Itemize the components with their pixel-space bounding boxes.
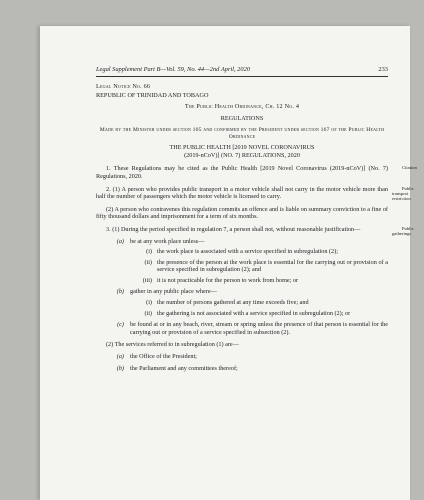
item-b-text: gather in any public place where—	[130, 288, 217, 296]
item-a-ii-label: (ii)	[144, 258, 152, 266]
item-a-i	[96, 248, 388, 256]
item-c	[96, 321, 388, 336]
paragraph-2-1-text: 2. (1) A person who provides public transport in a motor vehicle shall not carry in the motor vehicle more than half the number of passengers which the motor vehicle is licensed to carry.	[96, 185, 388, 201]
service-b-text: the Parliament and any committees thereof;	[130, 364, 238, 372]
item-a-text: be at any work place unless—	[130, 237, 205, 245]
running-header	[96, 66, 388, 77]
item-a-i-text: the work place is associated with a service specified in subregulation (2);	[157, 248, 338, 256]
regulations-heading: REGULATIONS	[220, 115, 264, 123]
page-number: 233	[378, 66, 388, 73]
service-a-text: the Office of the President;	[130, 353, 197, 361]
item-b-ii	[96, 310, 388, 318]
service-a-label: (a)	[116, 353, 124, 361]
ordinance-heading: The Public Health Ordinance, Ch. 12 No. 4	[184, 102, 300, 110]
paragraph-3-1-text: 3. (1) During the period specified in regulation 7, a person shall not, without reasonable justification—	[106, 225, 361, 233]
item-a	[96, 238, 388, 246]
margin-note-citation: Citation	[402, 165, 417, 171]
item-a-iii-label: (iii)	[142, 276, 152, 284]
margin-note-gatherings: Public gatherings	[392, 225, 414, 236]
paragraph-3-2-text: (2) The services referred to in subregulation (1) are—	[106, 341, 239, 349]
item-a-label: (a)	[116, 237, 124, 245]
item-a-ii	[96, 259, 388, 274]
item-b	[96, 288, 388, 296]
item-b-ii-label: (ii)	[144, 309, 152, 317]
item-a-i-label: (i)	[146, 248, 152, 256]
regulation-title	[96, 144, 388, 159]
item-b-label: (b)	[116, 288, 124, 296]
paragraph-3-1	[96, 225, 414, 236]
margin-note-transport: Public transport restriction	[392, 185, 414, 201]
paragraph-3-2	[96, 341, 388, 349]
service-b-label: (b)	[116, 364, 124, 372]
item-b-i-text: the number of persons gathered at any time exceeds five; and	[157, 299, 309, 307]
service-b	[96, 365, 388, 373]
service-a	[96, 353, 388, 361]
paragraph-1-text: 1. These Regulations may be cited as the Public Health [2019 Novel Coronavirus (2019-nCoV)] (No. 7) Regulations, 2020.	[96, 165, 388, 180]
item-a-iii	[96, 277, 388, 285]
header-title: Legal Supplement Part B—Vol. 59, No. 44—2nd April, 2020	[96, 66, 250, 73]
item-b-i-label: (i)	[146, 299, 152, 307]
republic-heading: REPUBLIC OF TRINIDAD AND TOBAGO	[96, 92, 209, 100]
item-b-i	[96, 299, 388, 307]
made-by-statement: Made by the Minister under section 105 and confirmed by the President under section 167 of the Public Health Ordinance	[99, 126, 385, 140]
item-c-label: (c)	[117, 321, 124, 329]
paragraph-2-2	[96, 206, 388, 221]
page-content	[96, 66, 417, 372]
paragraph-2-1	[96, 185, 414, 201]
item-c-text: be found at or in any beach, river, stream or spring unless the presence of that person is essential for the carrying out or provision of a service specified in subsection (2).	[130, 321, 388, 336]
item-a-iii-text: it is not practicable for the person to work from home; or	[157, 276, 299, 284]
title-line-1: THE PUBLIC HEALTH [2019 NOVEL CORONAVIRUS	[169, 144, 315, 152]
title-line-2: (2019-nCoV)] (NO. 7) REGULATIONS, 2020	[184, 151, 300, 159]
document-page	[40, 26, 417, 500]
legal-notice-number: Legal Notice No. 66	[96, 82, 151, 90]
paragraph-2-2-text: (2) A person who contravenes this regulation commits an offence and is liable on summary conviction to a fine of fifty thousand dollars and imprisonment for a term of six months.	[96, 205, 388, 221]
item-b-ii-text: the gathering is not associated with a service specified in subregulation (2); or	[157, 309, 351, 317]
paragraph-1	[96, 165, 417, 180]
item-a-ii-text: the presence of the person at the work place is essential for the carrying out or provision of a service specified in subregulation (2); and	[157, 258, 388, 274]
